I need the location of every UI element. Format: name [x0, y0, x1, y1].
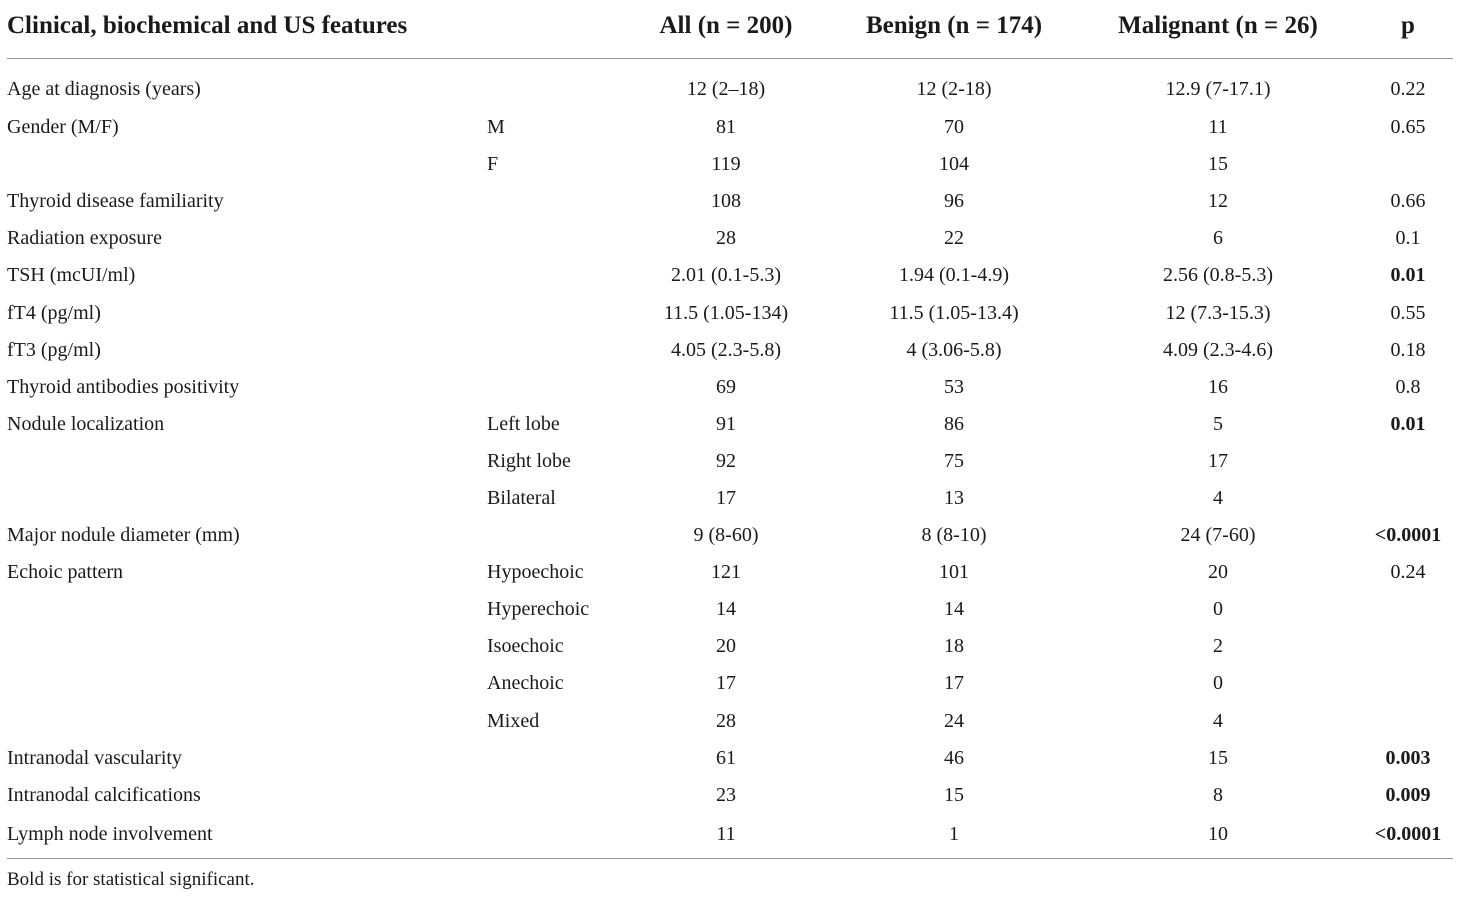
cell-all: 69: [716, 375, 736, 398]
cell-p-value: [1363, 703, 1453, 740]
cell-benign: 86: [944, 412, 964, 435]
cell-malignant: 12 (7.3-15.3): [1165, 301, 1271, 324]
cell-subcategory: [487, 183, 617, 220]
cell-benign: 14: [944, 598, 964, 621]
table-row: [7, 554, 1453, 591]
header-features: Clinical, biochemical and US features: [7, 0, 487, 59]
cell-malignant: 24 (7-60): [1180, 524, 1256, 547]
cell-benign: 11.5 (1.05-13.4): [889, 301, 1019, 324]
cell-all: 17: [716, 486, 736, 509]
cell-p-value: 0.8: [1395, 375, 1421, 398]
cell-benign: 96: [944, 190, 964, 213]
cell-subcategory: [487, 777, 617, 814]
cell-feature: TSH (mcUI/ml): [7, 264, 136, 287]
cell-subcategory: Hypoechoic: [487, 561, 584, 584]
cell-benign: 17: [944, 672, 964, 695]
cell-subcategory: F: [487, 153, 499, 176]
cell-malignant: 15: [1208, 746, 1228, 769]
header-benign: Benign (n = 174): [835, 0, 1073, 59]
table-row: [7, 109, 1453, 146]
cell-malignant: 12.9 (7-17.1): [1165, 77, 1271, 100]
cell-feature: [7, 146, 487, 183]
cell-all: 17: [716, 672, 736, 695]
cell-malignant: 6: [1213, 227, 1223, 250]
table-row: [7, 183, 1453, 220]
cell-benign: 12 (2-18): [916, 77, 992, 100]
cell-malignant: 2: [1213, 635, 1223, 658]
table-row: [7, 703, 1453, 740]
cell-all: 121: [711, 561, 741, 584]
cell-feature: Echoic pattern: [7, 561, 124, 584]
cell-malignant: 11: [1208, 116, 1228, 139]
cell-p-value: [1363, 443, 1453, 480]
cell-p-value: 0.009: [1385, 783, 1431, 806]
cell-malignant: 4: [1213, 709, 1223, 732]
cell-benign: 24: [944, 709, 964, 732]
cell-feature: [7, 703, 487, 740]
table-row: [7, 59, 1453, 110]
cell-p-value: 0.003: [1385, 746, 1431, 769]
cell-all: 9 (8-60): [693, 524, 759, 547]
header-subcategory: [487, 0, 617, 59]
cell-malignant: 5: [1213, 412, 1223, 435]
cell-all: 11: [617, 814, 835, 859]
table-row: [7, 406, 1453, 443]
header-p-value: p: [1363, 0, 1453, 59]
cell-subcategory: Anechoic: [487, 672, 564, 695]
cell-p-value: <0.0001: [1363, 814, 1453, 859]
cell-feature: [7, 591, 487, 628]
table-row: [7, 257, 1453, 294]
cell-p-value: <0.0001: [1374, 524, 1442, 547]
cell-p-value: 0.01: [1390, 264, 1426, 287]
cell-benign: 1: [835, 814, 1073, 859]
cell-p-value: 0.1: [1395, 227, 1421, 250]
cell-p-value: [1363, 591, 1453, 628]
cell-benign: 18: [944, 635, 964, 658]
cell-benign: 75: [944, 449, 964, 472]
cell-subcategory: [487, 59, 617, 110]
cell-p-value: 0.01: [1390, 412, 1426, 435]
cell-p-value: [1363, 628, 1453, 665]
table-header-row: [7, 0, 1453, 59]
cell-p-value: 0.55: [1390, 301, 1426, 324]
cell-all: 108: [711, 190, 741, 213]
cell-benign: 4 (3.06-5.8): [906, 338, 1002, 361]
cell-feature: Major nodule diameter (mm): [7, 524, 240, 547]
cell-all: 11.5 (1.05-134): [663, 301, 789, 324]
table-row: [7, 740, 1453, 777]
cell-feature: [7, 480, 487, 517]
cell-all: 14: [716, 598, 736, 621]
cell-benign: 70: [944, 116, 964, 139]
cell-feature: fT3 (pg/ml): [7, 338, 101, 361]
cell-subcategory: Mixed: [487, 709, 540, 732]
cell-malignant: 2.56 (0.8-5.3): [1163, 264, 1273, 287]
cell-all: 119: [711, 153, 741, 176]
cell-feature: Intranodal vascularity: [7, 746, 182, 769]
cell-feature: Nodule localization: [7, 412, 165, 435]
cell-feature: [7, 628, 487, 665]
table-body: [7, 59, 1453, 859]
cell-subcategory: Bilateral: [487, 486, 556, 509]
cell-subcategory: Hyperechoic: [487, 598, 590, 621]
cell-subcategory: [487, 740, 617, 777]
cell-feature: Thyroid disease familiarity: [7, 190, 224, 213]
header-malignant: Malignant (n = 26): [1073, 0, 1363, 59]
cell-p-value: 0.65: [1390, 116, 1426, 139]
cell-malignant: 17: [1208, 449, 1228, 472]
cell-benign: 1.94 (0.1-4.9): [899, 264, 1009, 287]
header-all: All (n = 200): [617, 0, 835, 59]
clinical-features-table: [7, 0, 1453, 859]
cell-feature: [7, 443, 487, 480]
cell-malignant: 8: [1213, 783, 1223, 806]
table-row: [7, 480, 1453, 517]
cell-benign: 53: [944, 375, 964, 398]
cell-malignant: 0: [1213, 598, 1223, 621]
cell-all: 91: [716, 412, 736, 435]
cell-malignant: 20: [1208, 561, 1228, 584]
cell-all: 28: [716, 227, 736, 250]
cell-feature: Gender (M/F): [7, 116, 119, 139]
cell-benign: 13: [944, 486, 964, 509]
cell-all: 92: [716, 449, 736, 472]
cell-malignant: 12: [1208, 190, 1228, 213]
cell-p-value: [1363, 480, 1453, 517]
table-row: [7, 628, 1453, 665]
cell-p-value: 0.24: [1390, 561, 1426, 584]
cell-p-value: 0.66: [1390, 190, 1426, 213]
cell-all: 12 (2–18): [686, 77, 766, 100]
cell-feature: [7, 665, 487, 702]
cell-benign: 8 (8-10): [921, 524, 987, 547]
cell-benign: 46: [944, 746, 964, 769]
cell-all: 4.05 (2.3-5.8): [671, 338, 781, 361]
cell-subcategory: [487, 517, 617, 554]
cell-all: 23: [716, 783, 736, 806]
cell-all: 61: [716, 746, 736, 769]
cell-subcategory: [487, 332, 617, 369]
table-row: [7, 443, 1453, 480]
table-row: [7, 294, 1453, 331]
cell-subcategory: [487, 220, 617, 257]
cell-malignant: 4: [1213, 486, 1223, 509]
cell-subcategory: [487, 294, 617, 331]
table-footnote: Bold is for statistical significant.: [7, 869, 255, 890]
table-row: [7, 332, 1453, 369]
cell-feature: Thyroid antibodies positivity: [7, 375, 240, 398]
table-row: [7, 220, 1453, 257]
cell-malignant: 4.09 (2.3-4.6): [1163, 338, 1273, 361]
cell-subcategory: [487, 814, 617, 859]
table-row: [7, 369, 1453, 406]
cell-feature: Age at diagnosis (years): [7, 77, 201, 100]
cell-malignant: 10: [1073, 814, 1363, 859]
cell-feature: fT4 (pg/ml): [7, 301, 101, 324]
cell-subcategory: Isoechoic: [487, 635, 564, 658]
cell-subcategory: Left lobe: [487, 412, 560, 435]
cell-malignant: 16: [1208, 375, 1228, 398]
table-row: [7, 146, 1453, 183]
cell-malignant: 15: [1208, 153, 1228, 176]
table-row: [7, 777, 1453, 814]
cell-benign: 15: [944, 783, 964, 806]
cell-subcategory: Right lobe: [487, 449, 571, 472]
cell-p-value: [1363, 146, 1453, 183]
cell-feature: Radiation exposure: [7, 227, 162, 250]
cell-subcategory: [487, 369, 617, 406]
cell-p-value: [1363, 665, 1453, 702]
cell-subcategory: M: [487, 116, 505, 139]
cell-subcategory: [487, 257, 617, 294]
table-row: [7, 591, 1453, 628]
cell-all: 81: [716, 116, 736, 139]
cell-p-value: 0.22: [1390, 77, 1426, 100]
cell-benign: 22: [944, 227, 964, 250]
cell-feature: Lymph node involvement: [7, 814, 487, 859]
cell-p-value: 0.18: [1390, 338, 1426, 361]
cell-feature: Intranodal calcifications: [7, 783, 201, 806]
cell-malignant: 0: [1213, 672, 1223, 695]
results-table-container: [7, 0, 1453, 859]
cell-all: 2.01 (0.1-5.3): [671, 264, 781, 287]
table-row: [7, 814, 1453, 859]
cell-all: 28: [716, 709, 736, 732]
cell-all: 20: [716, 635, 736, 658]
table-row: [7, 665, 1453, 702]
table-row: [7, 517, 1453, 554]
cell-benign: 101: [939, 561, 969, 584]
cell-benign: 104: [939, 153, 969, 176]
